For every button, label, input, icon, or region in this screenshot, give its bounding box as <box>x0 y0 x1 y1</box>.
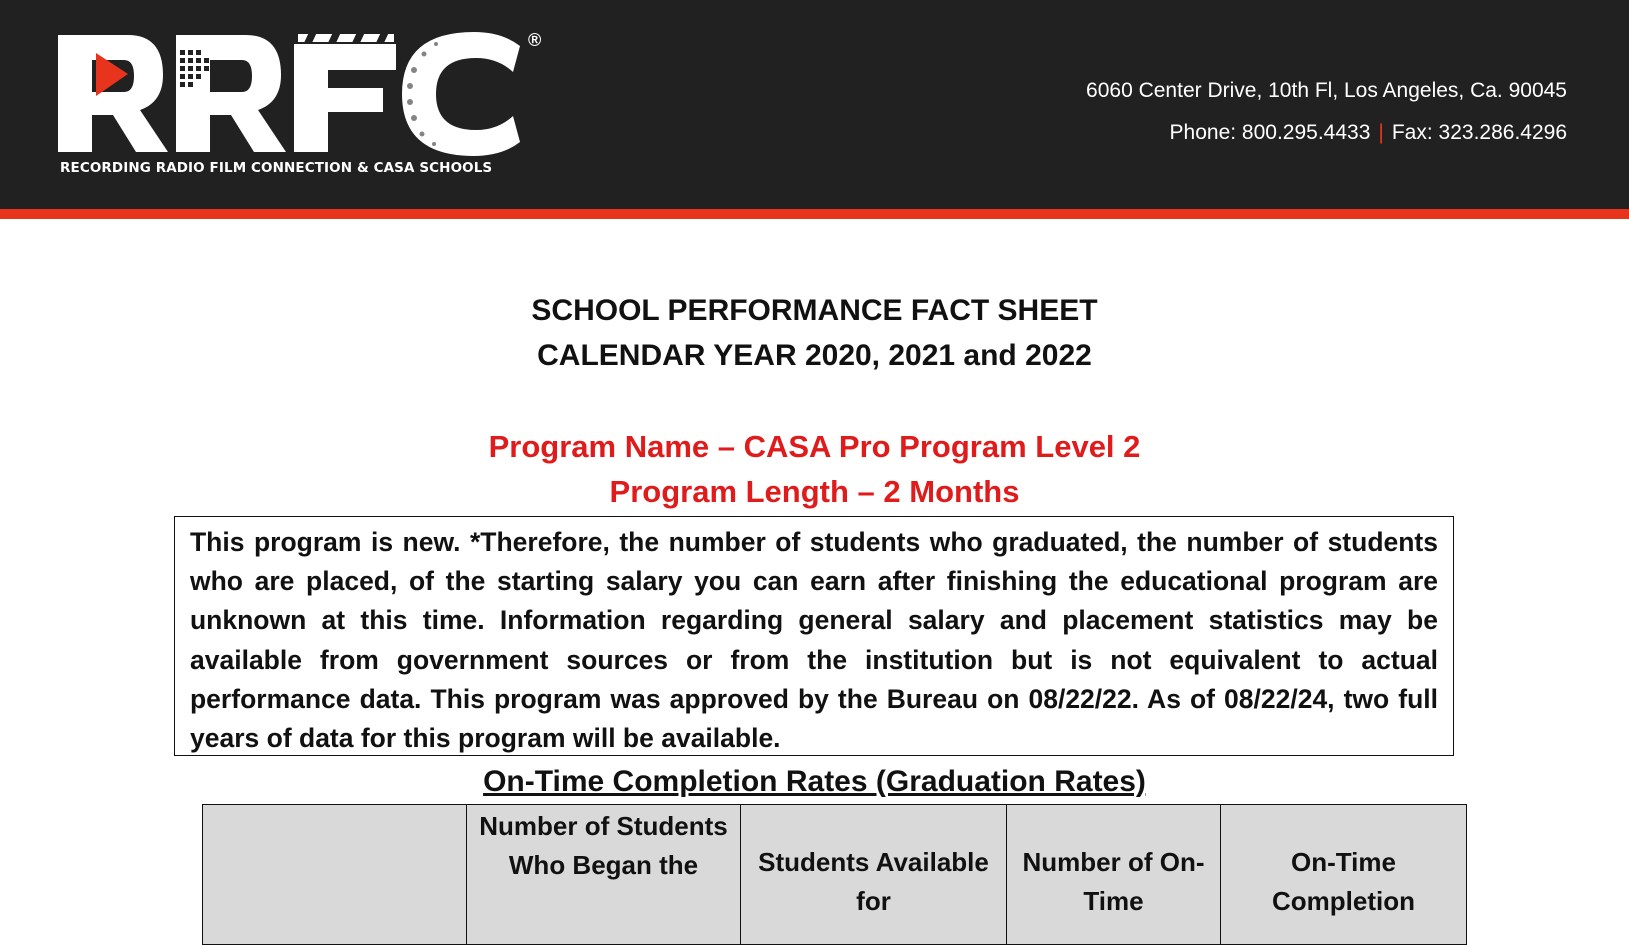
phone-number: Phone: 800.295.4433 <box>1169 121 1371 144</box>
table-header-cell: On-Time Completion <box>1221 805 1467 945</box>
new-program-notice: This program is new. *Therefore, the number of students who graduated, the number of students who are placed, of the starting salary you can earn after finishing the educational program are unknown at this time. Information regarding general salary and placement statistics may be available from government sources or from the institution but is not equivalent to actual performance data. This program was approved by the Bureau on 08/22/22. As of 08/22/24, two full years of data for this program will be available. <box>174 516 1454 756</box>
logo-tagline: RECORDING RADIO FILM CONNECTION & CASA SCHOOLS <box>60 160 493 176</box>
table-header-row <box>203 805 1467 945</box>
fax-number: Fax: 323.286.4296 <box>1391 121 1567 144</box>
rrfc-logo <box>58 30 548 180</box>
table-header-cell <box>203 805 467 945</box>
table-header-cell: Number of Students Who Began the <box>467 805 741 945</box>
program-length: Program Length – 2 Months <box>609 474 1020 509</box>
title-line-2: CALENDAR YEAR 2020, 2021 and 2022 <box>537 339 1092 372</box>
contact-separator: | <box>1378 121 1384 144</box>
phone-fax-line <box>1086 112 1567 154</box>
table-header-cell: Students Available for <box>741 805 1007 945</box>
section-heading: On-Time Completion Rates (Graduation Rates) <box>483 765 1146 798</box>
completion-rates-table <box>202 804 1467 945</box>
table-header-cell: Number of On-Time <box>1007 805 1221 945</box>
title-line-1: SCHOOL PERFORMANCE FACT SHEET <box>531 294 1098 327</box>
program-name: Program Name – CASA Pro Program Level 2 <box>488 429 1141 464</box>
registered-mark: ® <box>528 30 542 50</box>
contact-info <box>1086 70 1567 154</box>
address-line: 6060 Center Drive, 10th Fl, Los Angeles, Ca. 90045 <box>1086 79 1567 102</box>
program-info <box>0 424 1629 514</box>
rrfc-logo-graphic <box>58 30 548 180</box>
page-title <box>0 288 1629 378</box>
header-accent-stripe <box>0 209 1629 219</box>
